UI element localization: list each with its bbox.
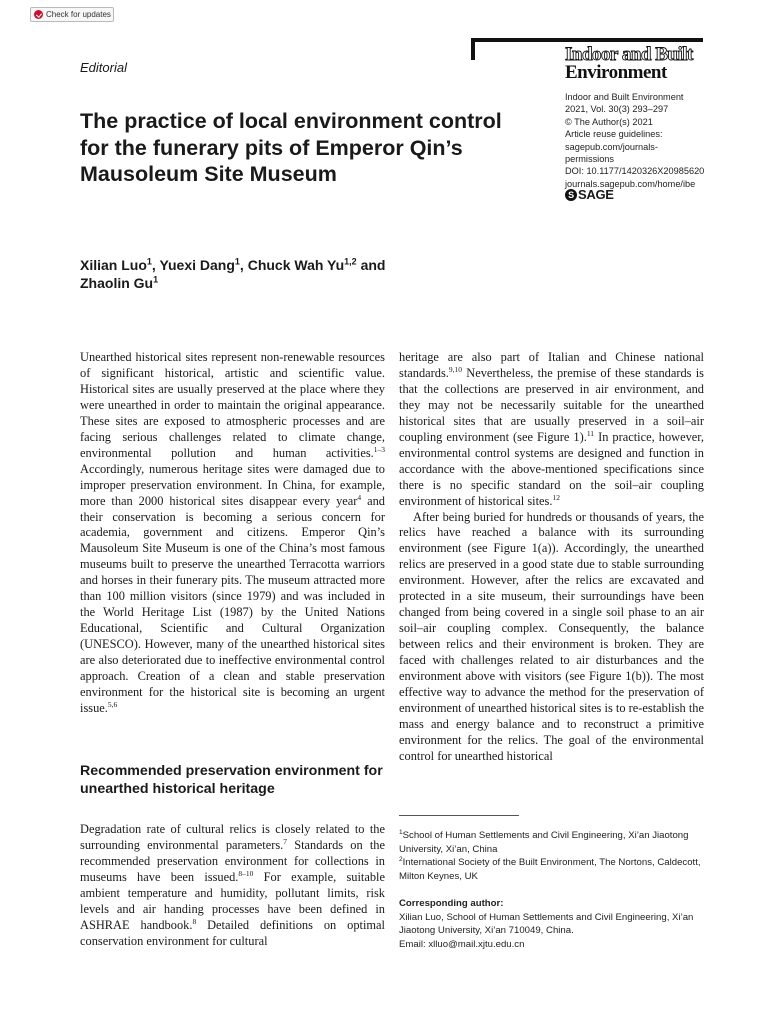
paragraph-text: Detailed definitions on optimal conservation environment for cultural	[80, 917, 385, 948]
author-name: Zhaolin Gu	[80, 275, 154, 291]
citation-ref[interactable]: 12	[552, 492, 560, 502]
citation-ref[interactable]: 4	[357, 492, 362, 502]
paragraph-text: Degradation rate of cultural relics is closely related to the surrounding environmental parameters.	[80, 822, 385, 852]
affiliation-note	[399, 856, 704, 883]
author-name: Chuck Wah Yu	[247, 257, 345, 273]
author-affiliation: 1,2	[344, 256, 357, 267]
author-affiliation: 1	[146, 256, 152, 267]
header-rule-side	[471, 38, 475, 60]
paragraph-text: Standards on the recommended preservation environment for collections in museums have been issued.	[80, 837, 385, 884]
citation-ref[interactable]: 7	[283, 836, 288, 846]
corresponding-author-label: Corresponding author:	[399, 898, 504, 909]
section-heading: Recommended preservation environment for unearthed historical heritage	[80, 763, 383, 797]
journal-meta	[565, 91, 735, 190]
paragraph-text: Unearthed historical sites represent non-renewable resources of significant historical, artistic and scientific value. Historical sites are usually preserved at the place where they were unearthed in order to maintain the original appearance. These sites are exposed to atmospheric processes and are facing serious challenges related to climate change, environmental pollution and human activities.	[80, 350, 385, 460]
journal-meta-copyright: © The Author(s) 2021	[565, 116, 653, 127]
check-updates-icon	[34, 10, 43, 19]
corresponding-author-text: Xilian Luo, School of Human Settlements and Civil Engineering, Xi’an Jiaotong University, Xi’an 710049, China.	[399, 911, 694, 936]
author-affiliation: 1	[234, 256, 240, 267]
affiliation-number: 1	[399, 828, 403, 836]
paragraph-text: Accordingly, numerous heritage sites were damaged due to improper preservation environment. In China, for example, more than 2000 historical sites disappear every year	[80, 461, 385, 508]
header-rule	[471, 38, 703, 42]
author-separator: and	[356, 257, 386, 273]
journal-meta-name: Indoor and Built Environment	[565, 92, 684, 102]
journal-meta-volume: 2021, Vol. 30(3) 293–297	[565, 104, 669, 115]
author-separator: ,	[239, 257, 248, 273]
paragraph-text: heritage are also part of Italian and Chinese national standards.	[399, 350, 704, 380]
paragraph: After being buried for hundreds or thousands of years, the relics have reached a balance with its surrounding environment (see Figure 1(a)). Accordingly, the unearthed relics are preserved in a good state due to stable surrounding environment. However, after the relics are excavated and protected in a site museum, their surroundings have been changed from being covered in a single soil phase to an air soil–air coupling complex. Consequently, the balance between relics and their environment is broken. They are faced with challenges related to air disturbances and the environment above with visitors (see Figure 1(b)). The most effective way to advance the method for the preservation of environment of unearthed historical sites is to re-establish the mass and energy balance and to reconstruct a primitive environment for the relics. The goal of the environmental control for unearthed historical	[399, 509, 704, 763]
affiliation-number: 2	[399, 855, 403, 863]
sage-logo	[565, 187, 614, 202]
paragraph	[80, 822, 385, 950]
author-name: Xilian Luo	[80, 257, 147, 273]
journal-meta-reuse-link-1[interactable]: sagepub.com/journals-	[565, 141, 658, 152]
citation-ref[interactable]: 8–10	[238, 868, 254, 878]
citation-ref[interactable]: 5,6	[107, 699, 118, 709]
paragraph-text: In practice, however, environmental control systems are designed and function in accordance with the above-mentioned specifications since there is no specific standard on the soil–air coupling environment of historical sites.	[399, 429, 705, 508]
sage-wordmark: SAGE	[578, 187, 614, 202]
paragraph-text: For example, suitable ambient temperature and humidity, pollutant limits, risk levels and air handing processes have been defined in ASHRAE handbook.	[80, 869, 385, 932]
affiliation-text: International Society of the Built Environment, The Nortons, Caldecott, Milton Keynes, UK	[399, 857, 701, 882]
citation-ref[interactable]: 9,10	[448, 364, 463, 374]
journal-logo-line1: Indoor and Built	[565, 44, 693, 65]
check-for-updates-badge[interactable]	[30, 7, 114, 22]
journal-logo	[565, 46, 693, 82]
affiliation-note	[399, 829, 704, 856]
author-affiliation: 1	[153, 274, 159, 285]
author-separator: ,	[151, 257, 160, 273]
citation-ref[interactable]: 1–3	[373, 444, 385, 454]
sage-icon: S	[565, 189, 577, 201]
section-label: Editorial	[80, 60, 127, 75]
paragraph	[399, 350, 704, 510]
footnotes	[399, 829, 704, 951]
footnote-divider	[399, 815, 519, 816]
journal-meta-homepage[interactable]: journals.sagepub.com/home/ibe	[565, 178, 696, 189]
affiliation-text: School of Human Settlements and Civil Engineering, Xi’an Jiaotong University, Xi’an, China	[399, 830, 689, 855]
paragraph-text: and their conservation is becoming a serious concern for academia, government and citizens. Emperor Qin’s Mausoleum Site Museum is one of the China’s most famous museums built to preserve the unearthed Terracotta warriors and horses in their funerary pits. The museum attracted more than 100 million visitors (since 1979) and was included in the World Heritage List (1987) by the United Nations Educational, Scientific and Cultural Organization (UNESCO). However, many of the unearthed historical sites are also deteriorated due to ineffective environmental control approach. Creation of a clean and stable preservation environment for the historical site is becoming an urgent issue.	[80, 493, 385, 715]
journal-logo-line2: Environment	[565, 62, 667, 83]
paragraph	[80, 350, 385, 717]
journal-meta-doi[interactable]: DOI: 10.1177/1420326X20985620	[565, 166, 705, 177]
paragraph-text: Nevertheless, the premise of these standards is that the collections are preserved in air environment, and they may not be necessarily suitable for the unearthed historical sites that are usually preserved in a soil–air coupling environment (see Figure 1).	[399, 365, 704, 444]
body-column-left-section	[80, 822, 385, 950]
check-for-updates-label: Check for updates	[46, 10, 111, 19]
citation-ref[interactable]: 11	[586, 428, 595, 438]
body-column-right	[399, 350, 704, 765]
body-column-left	[80, 350, 385, 717]
citation-ref[interactable]: 8	[192, 916, 197, 926]
article-title: The practice of local environment control for the funerary pits of Emperor Qin’s Mausoleum Site Museum	[80, 109, 502, 186]
journal-meta-reuse: Article reuse guidelines:	[565, 129, 663, 140]
author-list	[80, 256, 520, 292]
corresponding-author-email[interactable]: Email: xlluo@mail.xjtu.edu.cn	[399, 938, 525, 950]
journal-meta-reuse-link-2[interactable]: permissions	[565, 154, 615, 165]
author-name: Yuexi Dang	[159, 257, 235, 273]
